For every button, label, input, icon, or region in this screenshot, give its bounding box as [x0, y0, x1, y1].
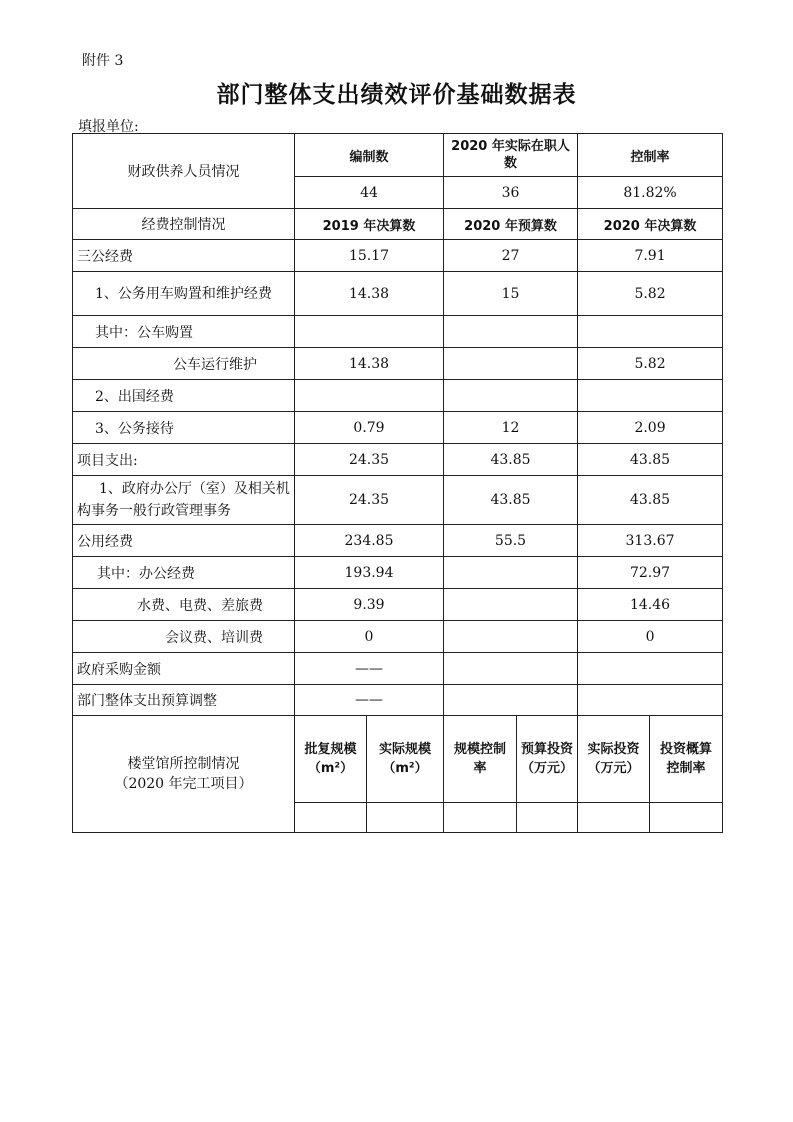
building-approved-scale-value	[295, 803, 367, 833]
row-label: 水费、电费、差旅费	[73, 589, 295, 621]
page-title: 部门整体支出绩效评价基础数据表	[216, 82, 577, 108]
expense-label: 经费控制情况	[73, 209, 295, 240]
row-value-2020-final	[578, 653, 723, 685]
building-col-budget-investment: 预算投资（万元）	[517, 716, 578, 803]
table-row	[73, 525, 723, 557]
row-value-2020-final	[578, 380, 723, 412]
table-row	[73, 412, 723, 444]
building-investment-rate-value	[650, 803, 723, 833]
table-row	[73, 685, 723, 716]
table-row	[73, 444, 723, 476]
row-value-2020-budget: 43.85	[444, 476, 578, 525]
row-label: 政府采购金额	[73, 653, 295, 685]
row-value-2020-final: 14.46	[578, 589, 723, 621]
table-row	[73, 476, 723, 525]
row-value-2020-budget: 27	[444, 240, 578, 272]
row-value-2019: 234.85	[295, 525, 444, 557]
row-value-2019: 14.38	[295, 348, 444, 380]
building-scale-rate-value	[444, 803, 517, 833]
building-col-approved-scale: 批复规模（m²）	[295, 716, 367, 803]
row-value-2020-final	[578, 685, 723, 716]
table-row	[73, 557, 723, 589]
expense-col-2020-budget: 2020 年预算数	[444, 209, 578, 240]
staffing-rate-value: 81.82%	[578, 177, 723, 209]
row-value-2020-budget: 15	[444, 272, 578, 316]
staffing-header-row	[73, 134, 723, 177]
expense-col-2019-final: 2019 年决算数	[295, 209, 444, 240]
row-value-2019: 24.35	[295, 476, 444, 525]
row-label: 项目支出:	[73, 444, 295, 476]
staffing-col-actual: 2020 年实际在职人数	[444, 134, 578, 177]
table-row	[73, 380, 723, 412]
row-value-2020-final: 43.85	[578, 476, 723, 525]
table-row	[73, 240, 723, 272]
building-actual-investment-value	[578, 803, 650, 833]
building-actual-scale-value	[367, 803, 444, 833]
row-label: 三公经费	[73, 240, 295, 272]
building-col-actual-investment: 实际投资（万元）	[578, 716, 650, 803]
row-value-2019: 0	[295, 621, 444, 653]
staffing-actual-value: 36	[444, 177, 578, 209]
row-value-2020-final: 5.82	[578, 272, 723, 316]
building-label-line1: 楼堂馆所控制情况	[127, 756, 240, 772]
expense-col-2020-final: 2020 年决算数	[578, 209, 723, 240]
row-value-2020-final: 0	[578, 621, 723, 653]
row-value-2020-budget	[444, 621, 578, 653]
expense-header-row	[73, 209, 723, 240]
staffing-col-rate: 控制率	[578, 134, 723, 177]
row-value-2020-budget	[444, 348, 578, 380]
row-value-2020-final: 72.97	[578, 557, 723, 589]
row-value-2020-final: 5.82	[578, 348, 723, 380]
row-value-2020-budget	[444, 316, 578, 348]
row-value-2019: 14.38	[295, 272, 444, 316]
row-label: 1、政府办公厅（室）及相关机构事务一般行政管理事务	[73, 476, 295, 525]
row-label: 其中：办公经费	[73, 557, 295, 589]
building-label	[73, 716, 295, 833]
row-value-2020-budget	[444, 380, 578, 412]
row-value-2020-budget	[444, 653, 578, 685]
row-value-2019: ——	[295, 653, 444, 685]
row-value-2019: ——	[295, 685, 444, 716]
staffing-label: 财政供养人员情况	[73, 134, 295, 209]
building-col-actual-scale: 实际规模（m²）	[367, 716, 444, 803]
building-col-scale-rate: 规模控制率	[444, 716, 517, 803]
row-label: 会议费、培训费	[73, 621, 295, 653]
row-value-2020-budget	[444, 557, 578, 589]
attachment-label: 附件 3	[82, 53, 124, 69]
row-value-2019	[295, 316, 444, 348]
table-row	[73, 653, 723, 685]
row-value-2020-budget: 43.85	[444, 444, 578, 476]
building-col-investment-rate: 投资概算控制率	[650, 716, 723, 803]
row-label: 1、公务用车购置和维护经费	[73, 272, 295, 316]
row-value-2020-budget	[444, 685, 578, 716]
fill-unit-label: 填报单位:	[78, 119, 139, 135]
table-row	[73, 316, 723, 348]
row-value-2020-budget	[444, 589, 578, 621]
row-value-2019: 24.35	[295, 444, 444, 476]
staffing-authorized-value: 44	[295, 177, 444, 209]
row-label: 部门整体支出预算调整	[73, 685, 295, 716]
row-value-2020-final: 2.09	[578, 412, 723, 444]
staffing-col-authorized: 编制数	[295, 134, 444, 177]
row-value-2020-final: 43.85	[578, 444, 723, 476]
table-row	[73, 589, 723, 621]
row-value-2020-final: 313.67	[578, 525, 723, 557]
row-value-2019: 15.17	[295, 240, 444, 272]
row-value-2020-final: 7.91	[578, 240, 723, 272]
row-value-2020-budget: 12	[444, 412, 578, 444]
row-value-2019	[295, 380, 444, 412]
row-label: 公用经费	[73, 525, 295, 557]
building-label-line2: （2020 年完工项目）	[114, 776, 253, 792]
row-value-2019: 193.94	[295, 557, 444, 589]
row-label: 3、公务接待	[73, 412, 295, 444]
building-budget-investment-value	[517, 803, 578, 833]
row-label: 2、出国经费	[73, 380, 295, 412]
row-value-2019: 9.39	[295, 589, 444, 621]
row-label: 其中：公车购置	[73, 316, 295, 348]
row-label: 公车运行维护	[73, 348, 295, 380]
table-row	[73, 272, 723, 316]
table-row	[73, 621, 723, 653]
row-value-2020-budget: 55.5	[444, 525, 578, 557]
table-row	[73, 348, 723, 380]
building-header-row	[73, 716, 723, 803]
row-value-2020-final	[578, 316, 723, 348]
data-table	[72, 133, 723, 833]
row-value-2019: 0.79	[295, 412, 444, 444]
